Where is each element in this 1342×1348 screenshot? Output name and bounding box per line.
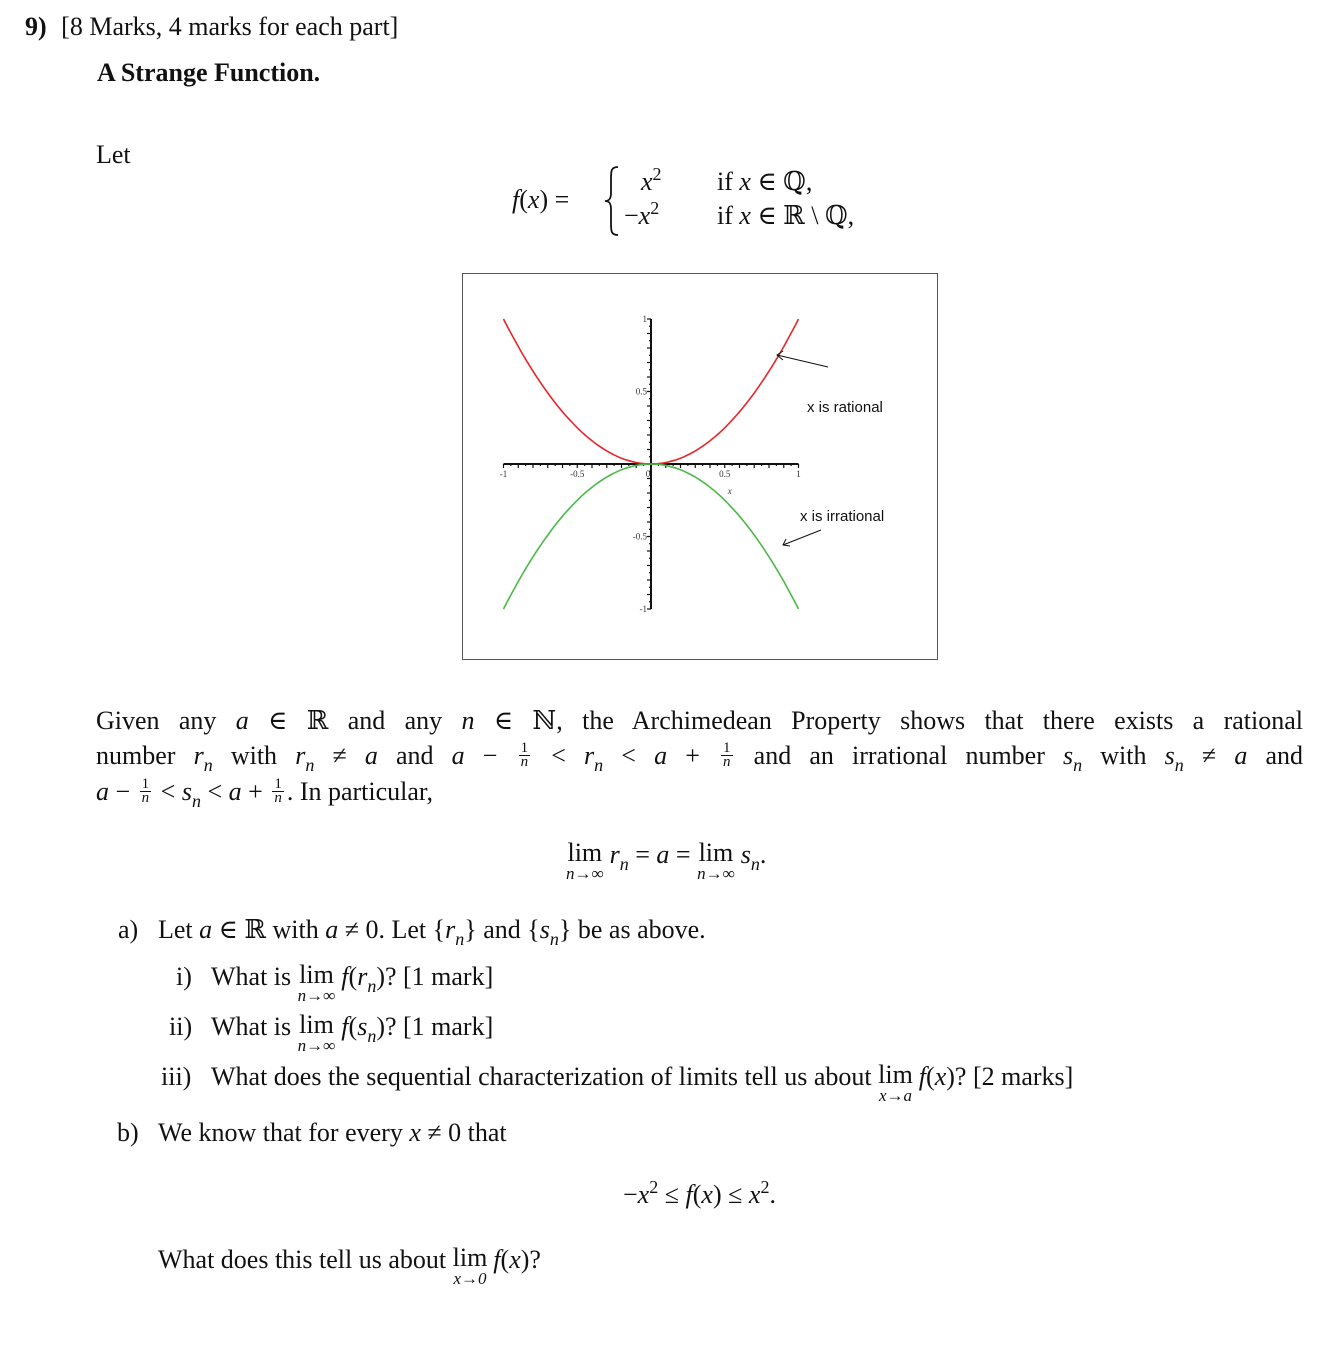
- text-run: } be as above.: [558, 915, 706, 944]
- math-symbol: f: [685, 1180, 693, 1209]
- x-tick-label: 1: [796, 469, 801, 479]
- text-run: (: [348, 1012, 358, 1041]
- text-run: )? [1 mark]: [376, 962, 494, 991]
- let-text: Let: [96, 140, 131, 169]
- fraction-denominator: n: [141, 790, 150, 806]
- lim-text: lim: [299, 960, 334, 989]
- display-limit: [566, 840, 766, 882]
- subscript: n: [594, 755, 604, 775]
- text-run: <: [603, 741, 655, 770]
- function-graph: [462, 273, 938, 660]
- text-run: } and {: [464, 915, 540, 944]
- limit-operator: [878, 1062, 913, 1104]
- math-symbol: a: [199, 915, 213, 944]
- lim-text: lim: [878, 1060, 913, 1089]
- math-symbol: s: [1063, 741, 1074, 770]
- subscript: n: [305, 755, 315, 775]
- text-run: =: [628, 840, 657, 869]
- math-symbol: a: [654, 741, 668, 770]
- text-run: <: [533, 741, 585, 770]
- case1-condition: [717, 167, 812, 197]
- math-symbol: r: [357, 962, 368, 991]
- limit-subscript: n→∞: [297, 1036, 336, 1055]
- fraction: [721, 742, 733, 770]
- text-run: ∈ ℚ,: [750, 167, 813, 196]
- text-run: if: [717, 201, 740, 230]
- superscript: 2: [650, 198, 660, 218]
- math-symbol: a: [96, 777, 109, 806]
- text-run: ≠: [314, 741, 365, 770]
- text-run: ≠ 0 that: [420, 1118, 507, 1147]
- part-a-iii-label: iii): [161, 1062, 192, 1091]
- text-run: ∈ ℝ with: [212, 915, 326, 944]
- superscript: 2: [760, 1177, 770, 1197]
- lim-text: lim: [698, 838, 734, 867]
- x-tick-label: 0.5: [719, 469, 731, 479]
- superscript: 2: [649, 1177, 659, 1197]
- math-symbol: s: [740, 840, 751, 869]
- part-a-i-label: i): [176, 962, 192, 991]
- case2-condition: [717, 201, 854, 231]
- text-run: What is: [211, 1012, 298, 1041]
- lim-text: lim: [452, 1243, 488, 1272]
- y-tick-label: -0.5: [632, 531, 647, 542]
- part-b-text: [158, 1118, 507, 1148]
- paragraph-line-3: [96, 776, 434, 811]
- limit-subscript: n→∞: [566, 864, 604, 883]
- limit-operator: [298, 962, 336, 1004]
- math-symbol: x: [641, 167, 653, 196]
- text-run: if: [717, 167, 740, 196]
- marks-info: [8 Marks, 4 marks for each part]: [61, 12, 399, 41]
- text-run: and: [377, 741, 452, 770]
- paragraph-line-2: [96, 740, 1303, 775]
- part-a-label: a): [118, 915, 139, 944]
- text-run: and an irrational number: [735, 741, 1064, 770]
- y-tick-label: 0.5: [635, 386, 647, 397]
- superscript: 2: [652, 164, 662, 184]
- math-symbol: s: [539, 915, 550, 944]
- math-symbol: x: [739, 201, 751, 230]
- x-tick-label: -1: [499, 469, 508, 479]
- part-b-inequality: [623, 1177, 776, 1210]
- math-symbol: a: [235, 706, 249, 735]
- part-a-text: [158, 915, 706, 949]
- text-run: ≤: [658, 1180, 686, 1209]
- fraction-numerator: 1: [723, 740, 731, 756]
- x-axis-label: x: [727, 486, 732, 496]
- math-symbol: a: [364, 741, 378, 770]
- text-run: ) =: [539, 185, 570, 214]
- text-run: −: [109, 777, 137, 806]
- arrow-rational-icon: [777, 351, 828, 367]
- math-symbol: a: [1234, 741, 1248, 770]
- graph-svg: [463, 274, 937, 659]
- text-run: and: [1247, 741, 1303, 770]
- math-symbol: n: [461, 706, 475, 735]
- part-b-question: [158, 1245, 541, 1287]
- subscript: n: [750, 854, 760, 874]
- part-a-i-text: [211, 962, 493, 1004]
- text-run: We know that for every: [158, 1118, 410, 1147]
- y-tick-label: -1: [639, 604, 647, 614]
- math-symbol: f: [493, 1245, 501, 1274]
- definition-lhs: [512, 185, 569, 215]
- text-run: =: [669, 840, 698, 869]
- lim-text: lim: [567, 838, 603, 867]
- math-symbol: r: [295, 741, 306, 770]
- question-number: 9): [25, 12, 47, 41]
- question-header: [25, 12, 398, 42]
- annotation-irrational: x is irrational: [800, 508, 885, 525]
- text-run: . In particular,: [286, 777, 434, 806]
- limit-operator: [453, 1245, 488, 1287]
- part-a-ii-label: ii): [169, 1012, 193, 1041]
- subscript: n: [1073, 755, 1083, 775]
- limit-operator: [697, 840, 735, 882]
- subscript: n: [191, 791, 201, 811]
- text-run: with: [212, 741, 296, 770]
- text-run: ∈ ℝ and any: [248, 706, 462, 735]
- text-run: <: [154, 777, 182, 806]
- math-symbol: x: [509, 1245, 521, 1274]
- left-brace: [603, 165, 621, 237]
- math-symbol: s: [357, 1012, 368, 1041]
- math-symbol: f: [341, 1012, 349, 1041]
- fraction: [519, 742, 531, 770]
- text-run: )? [2 marks]: [946, 1062, 1074, 1091]
- subscript: n: [367, 976, 377, 996]
- limit-subscript: x→0: [453, 1269, 487, 1288]
- fraction: [140, 778, 152, 806]
- math-symbol: f: [341, 962, 349, 991]
- case1-value: [641, 164, 662, 197]
- math-symbol: r: [445, 915, 456, 944]
- text-run: )?: [520, 1245, 541, 1274]
- text-run: ∈ ℕ, the Archimedean Property shows that there exists a rational: [474, 706, 1303, 735]
- fraction-denominator: n: [274, 790, 282, 806]
- fraction-numerator: 1: [520, 740, 529, 756]
- text-run: <: [200, 777, 229, 806]
- text-run: What is: [211, 962, 298, 991]
- text-run: ) ≤: [712, 1180, 749, 1209]
- math-symbol: x: [638, 201, 651, 230]
- text-run: −: [464, 741, 516, 770]
- math-symbol: x: [527, 185, 540, 214]
- text-run: −: [623, 1180, 638, 1209]
- limit-operator: [566, 840, 604, 882]
- text-run: (: [500, 1245, 510, 1274]
- text-run: )? [1 mark]: [376, 1012, 494, 1041]
- math-symbol: a: [451, 741, 465, 770]
- text-run: with: [1082, 741, 1165, 770]
- question-title: A Strange Function.: [97, 58, 321, 87]
- subscript: n: [619, 854, 629, 874]
- part-a-ii-text: [211, 1012, 493, 1054]
- text-run: ≠: [1183, 741, 1235, 770]
- text-run: +: [667, 741, 719, 770]
- fraction-numerator: 1: [141, 776, 150, 792]
- text-run: Given any: [96, 706, 236, 735]
- limit-subscript: x→a: [878, 1086, 912, 1105]
- math-symbol: x: [748, 1180, 761, 1209]
- math-symbol: x: [637, 1180, 650, 1209]
- math-symbol: r: [609, 840, 620, 869]
- text-run: number: [96, 741, 194, 770]
- part-a-iii-text: [211, 1062, 1073, 1104]
- annotation-rational: x is rational: [807, 399, 883, 416]
- text-run: +: [241, 777, 270, 806]
- limit-subscript: n→∞: [297, 986, 336, 1005]
- fraction-numerator: 1: [274, 776, 282, 792]
- math-symbol: x: [739, 167, 751, 196]
- text-run: .: [759, 840, 767, 869]
- math-symbol: a: [656, 840, 670, 869]
- math-symbol: a: [228, 777, 242, 806]
- fraction: [272, 778, 284, 806]
- math-symbol: s: [1164, 741, 1175, 770]
- text-run: Let: [158, 915, 200, 944]
- math-symbol: x: [934, 1062, 947, 1091]
- math-symbol: x: [409, 1118, 421, 1147]
- case2-value: [624, 198, 660, 231]
- y-tick-label: 1: [642, 314, 647, 324]
- subscript: n: [549, 929, 559, 949]
- math-symbol: s: [181, 777, 192, 806]
- fraction-denominator: n: [723, 754, 731, 770]
- subscript: n: [203, 755, 213, 775]
- math-symbol: r: [584, 741, 595, 770]
- text-run: (: [519, 185, 528, 214]
- text-run: ∈ ℝ \ ℚ,: [750, 201, 855, 230]
- math-symbol: a: [325, 915, 339, 944]
- math-symbol: f: [918, 1062, 927, 1091]
- paragraph-line-1: [96, 706, 1303, 736]
- text-run: What does this tell us about: [158, 1245, 453, 1274]
- text-run: ≠ 0. Let {: [338, 915, 446, 944]
- text-run: (: [926, 1062, 935, 1091]
- lim-text: lim: [299, 1010, 334, 1039]
- arrow-irrational-icon: [783, 530, 821, 546]
- text-run: (: [348, 962, 358, 991]
- subscript: n: [1174, 755, 1184, 775]
- x-tick-label: 0: [645, 469, 651, 479]
- part-b-label: b): [117, 1118, 139, 1147]
- subscript: n: [455, 929, 465, 949]
- subscript: n: [367, 1026, 377, 1046]
- math-symbol: x: [701, 1180, 713, 1209]
- text-run: What does the sequential characterization of limits tell us about: [211, 1062, 879, 1091]
- limit-operator: [298, 1012, 336, 1054]
- x-tick-label: -0.5: [570, 469, 585, 479]
- text-run: (: [692, 1180, 702, 1209]
- text-run: .: [769, 1180, 776, 1209]
- math-symbol: r: [193, 741, 204, 770]
- math-symbol: f: [512, 185, 520, 214]
- limit-subscript: n→∞: [697, 864, 735, 883]
- fraction-denominator: n: [520, 754, 529, 770]
- text-run: −: [624, 201, 639, 230]
